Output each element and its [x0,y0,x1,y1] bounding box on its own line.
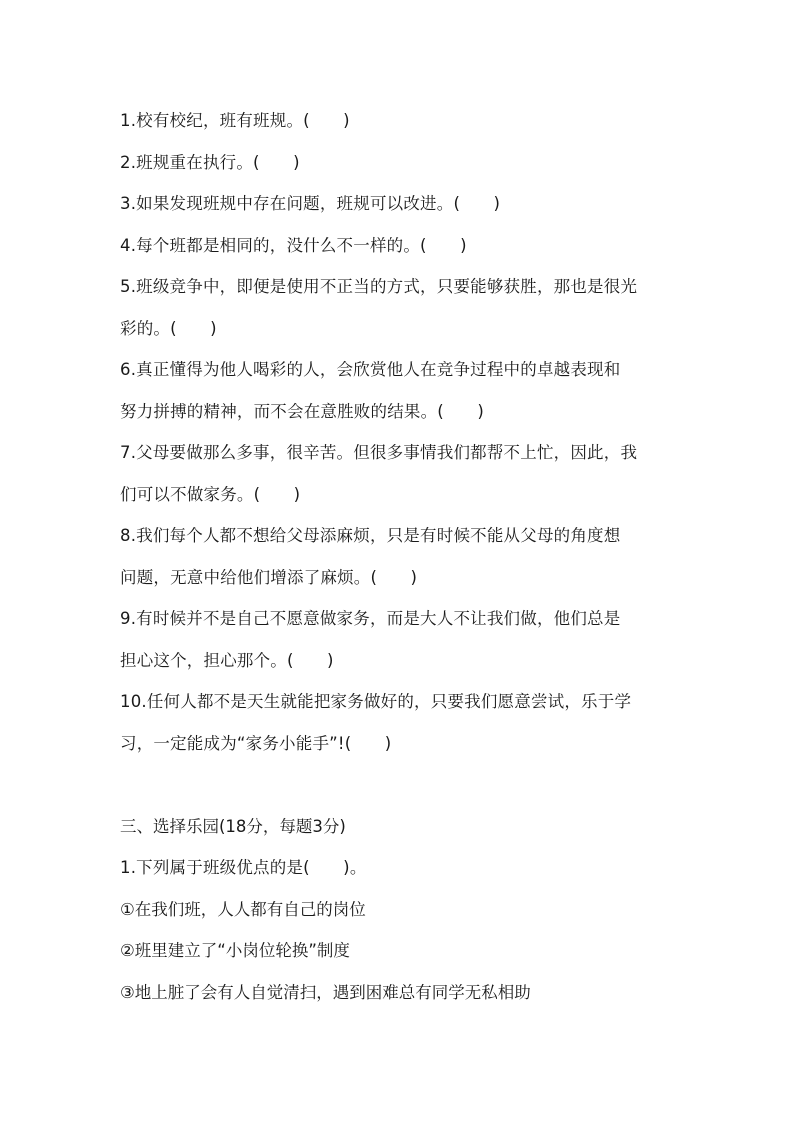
judgement-line-16: 习，一定能成为“家务小能手”!( ) [120,733,392,753]
judgement-line-6: 彩的。( ) [120,318,217,338]
judgement-line-9: 7.父母要做那么多事，很辛苦。但很多事情我们都帮不上忙，因此，我 [120,443,638,462]
choice-option-1: ①在我们班，人人都有自己的岗位 [120,899,366,919]
page-content [120,100,680,1013]
judgement-line-1: 1.校有校纪，班有班规。( ) [120,111,350,130]
judgement-section [120,100,680,764]
section-spacer [120,764,680,806]
judgement-line-7: 6.真正懂得为他人喝彩的人，会欣赏他人在竞争过程中的卓越表现和 [120,360,621,379]
choice-option-3: ③地上脏了会有人自觉清扫，遇到困难总有同学无私相助 [120,982,531,1002]
judgement-line-3: 3.如果发现班规中存在问题，班规可以改进。( ) [120,194,501,213]
judgement-line-4: 4.每个班都是相同的，没什么不一样的。( ) [120,235,467,255]
judgement-line-5: 5.班级竞争中，即便是使用不正当的方式，只要能够获胜，那也是很光 [120,277,638,296]
judgement-line-2: 2.班规重在执行。( ) [120,152,300,172]
judgement-line-11: 8.我们每个人都不想给父母添麻烦，只是有时候不能从父母的角度想 [120,526,621,545]
choice-section [120,806,680,1014]
judgement-line-10: 们可以不做家务。( ) [120,484,301,504]
judgement-line-8: 努力拼搏的精神，而不会在意胜败的结果。( ) [120,401,484,421]
judgement-line-15: 10.任何人都不是天生就能把家务做好的，只要我们愿意尝试，乐于学 [120,692,632,711]
choice-section-title: 三、选择乐园(18分，每题3分) [120,816,346,836]
judgement-line-14: 担心这个，担心那个。( ) [120,650,334,670]
choice-option-2: ②班里建立了“小岗位轮换”制度 [120,941,350,960]
judgement-line-13: 9.有时候并不是自己不愿意做家务，而是大人不让我们做，他们总是 [120,609,621,628]
judgement-line-12: 问题，无意中给他们增添了麻烦。( ) [120,567,418,587]
choice-question-1: 1.下列属于班级优点的是( )。 [120,858,367,877]
